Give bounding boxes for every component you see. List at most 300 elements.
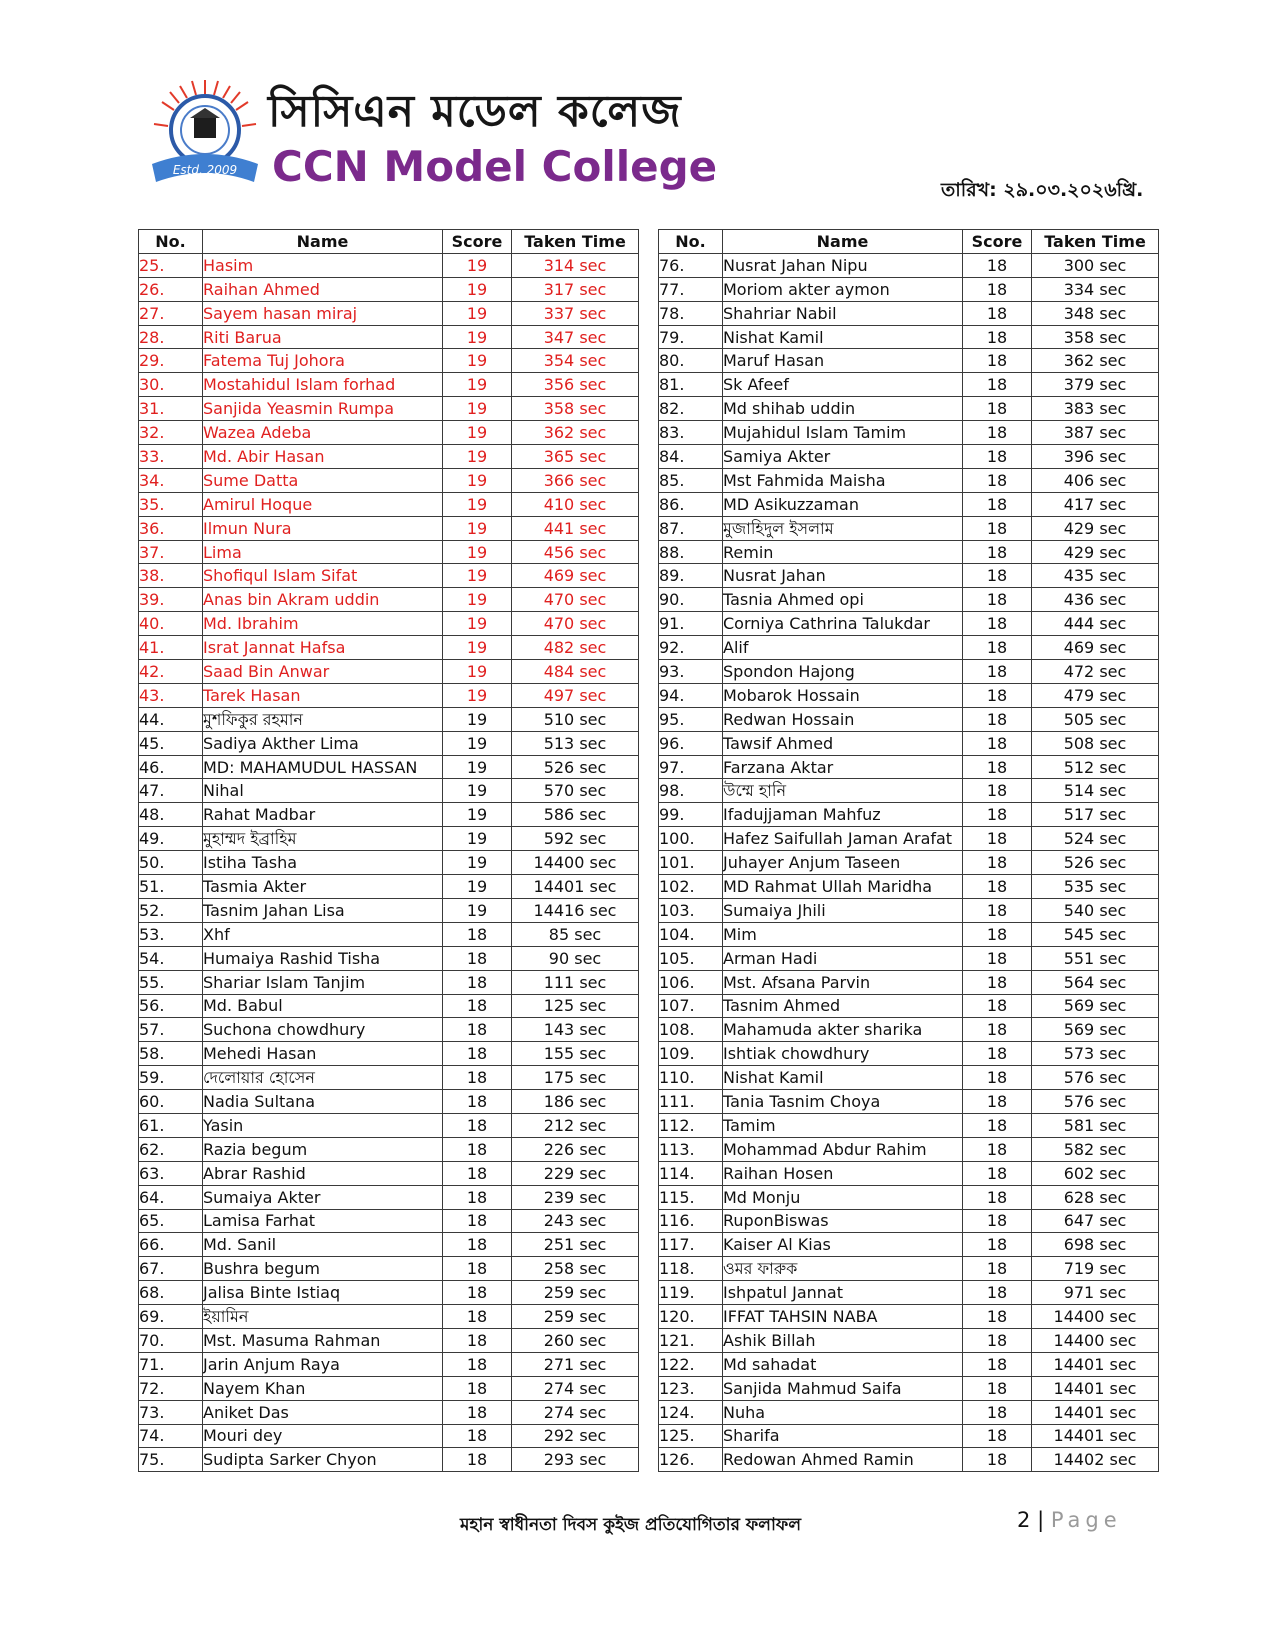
score-cell: 18 bbox=[963, 1448, 1032, 1472]
taken-time-cell: 229 sec bbox=[512, 1161, 639, 1185]
col-header-score: Score bbox=[963, 230, 1032, 254]
taken-time-cell: 586 sec bbox=[512, 803, 639, 827]
taken-time-cell: 251 sec bbox=[512, 1233, 639, 1257]
score-cell: 18 bbox=[963, 851, 1032, 875]
table-header-row bbox=[139, 230, 639, 254]
student-name-cell: Alif bbox=[723, 636, 963, 660]
table-row bbox=[139, 1066, 639, 1090]
taken-time-cell: 317 sec bbox=[512, 277, 639, 301]
score-cell: 18 bbox=[443, 1018, 512, 1042]
row-number-cell: 51. bbox=[139, 875, 203, 899]
student-name-cell: Abrar Rashid bbox=[203, 1161, 443, 1185]
student-name-cell: Maruf Hasan bbox=[723, 349, 963, 373]
table-row bbox=[659, 397, 1159, 421]
row-number-cell: 99. bbox=[659, 803, 723, 827]
table-row bbox=[139, 1328, 639, 1352]
score-cell: 18 bbox=[443, 994, 512, 1018]
col-header-name: Name bbox=[203, 230, 443, 254]
row-number-cell: 44. bbox=[139, 707, 203, 731]
score-cell: 19 bbox=[443, 636, 512, 660]
row-number-cell: 66. bbox=[139, 1233, 203, 1257]
taken-time-cell: 581 sec bbox=[1032, 1113, 1159, 1137]
score-cell: 18 bbox=[963, 1137, 1032, 1161]
row-number-cell: 53. bbox=[139, 922, 203, 946]
table-row bbox=[139, 731, 639, 755]
student-name-cell: Rahat Madbar bbox=[203, 803, 443, 827]
student-name-cell: উম্মে হানি bbox=[723, 779, 963, 803]
score-cell: 19 bbox=[443, 516, 512, 540]
taken-time-cell: 524 sec bbox=[1032, 827, 1159, 851]
table-row bbox=[139, 1113, 639, 1137]
student-name-cell: Arman Hadi bbox=[723, 946, 963, 970]
taken-time-cell: 259 sec bbox=[512, 1305, 639, 1329]
student-name-cell: Sume Datta bbox=[203, 468, 443, 492]
taken-time-cell: 259 sec bbox=[512, 1281, 639, 1305]
student-name-cell: Aniket Das bbox=[203, 1400, 443, 1424]
table-row bbox=[139, 683, 639, 707]
row-number-cell: 26. bbox=[139, 277, 203, 301]
seal-estd-text: Estd. 2009 bbox=[172, 163, 238, 177]
score-cell: 18 bbox=[963, 397, 1032, 421]
table-row bbox=[659, 636, 1159, 660]
student-name-cell: Farzana Aktar bbox=[723, 755, 963, 779]
score-cell: 18 bbox=[963, 253, 1032, 277]
student-name-cell: Tasmia Akter bbox=[203, 875, 443, 899]
student-name-cell: Ilmun Nura bbox=[203, 516, 443, 540]
taken-time-cell: 592 sec bbox=[512, 827, 639, 851]
taken-time-cell: 436 sec bbox=[1032, 588, 1159, 612]
table-row bbox=[139, 636, 639, 660]
student-name-cell: RuponBiswas bbox=[723, 1209, 963, 1233]
taken-time-cell: 698 sec bbox=[1032, 1233, 1159, 1257]
table-row bbox=[659, 1137, 1159, 1161]
table-row bbox=[139, 1257, 639, 1281]
taken-time-cell: 406 sec bbox=[1032, 468, 1159, 492]
student-name-cell: Xhf bbox=[203, 922, 443, 946]
row-number-cell: 101. bbox=[659, 851, 723, 875]
row-number-cell: 125. bbox=[659, 1424, 723, 1448]
table-row bbox=[139, 946, 639, 970]
taken-time-cell: 274 sec bbox=[512, 1376, 639, 1400]
row-number-cell: 78. bbox=[659, 301, 723, 325]
taken-time-cell: 85 sec bbox=[512, 922, 639, 946]
taken-time-cell: 469 sec bbox=[512, 564, 639, 588]
table-row bbox=[139, 994, 639, 1018]
score-cell: 19 bbox=[443, 898, 512, 922]
taken-time-cell: 125 sec bbox=[512, 994, 639, 1018]
row-number-cell: 112. bbox=[659, 1113, 723, 1137]
score-cell: 18 bbox=[963, 540, 1032, 564]
taken-time-cell: 354 sec bbox=[512, 349, 639, 373]
table-row bbox=[659, 277, 1159, 301]
score-cell: 18 bbox=[963, 1018, 1032, 1042]
score-cell: 18 bbox=[963, 1042, 1032, 1066]
row-number-cell: 67. bbox=[139, 1257, 203, 1281]
row-number-cell: 41. bbox=[139, 636, 203, 660]
score-cell: 19 bbox=[443, 492, 512, 516]
row-number-cell: 76. bbox=[659, 253, 723, 277]
taken-time-cell: 175 sec bbox=[512, 1066, 639, 1090]
score-cell: 18 bbox=[443, 1137, 512, 1161]
row-number-cell: 80. bbox=[659, 349, 723, 373]
score-cell: 18 bbox=[963, 1400, 1032, 1424]
table-row bbox=[659, 1305, 1159, 1329]
row-number-cell: 72. bbox=[139, 1376, 203, 1400]
taken-time-cell: 505 sec bbox=[1032, 707, 1159, 731]
row-number-cell: 118. bbox=[659, 1257, 723, 1281]
student-name-cell: Mouri dey bbox=[203, 1424, 443, 1448]
row-number-cell: 117. bbox=[659, 1233, 723, 1257]
student-name-cell: Tasnia Ahmed opi bbox=[723, 588, 963, 612]
table-row bbox=[139, 1209, 639, 1233]
row-number-cell: 126. bbox=[659, 1448, 723, 1472]
row-number-cell: 74. bbox=[139, 1424, 203, 1448]
student-name-cell: Jarin Anjum Raya bbox=[203, 1352, 443, 1376]
table-row bbox=[659, 516, 1159, 540]
score-cell: 18 bbox=[443, 1161, 512, 1185]
row-number-cell: 61. bbox=[139, 1113, 203, 1137]
student-name-cell: Tawsif Ahmed bbox=[723, 731, 963, 755]
taken-time-cell: 472 sec bbox=[1032, 660, 1159, 684]
student-name-cell: Md Monju bbox=[723, 1185, 963, 1209]
student-name-cell: Juhayer Anjum Taseen bbox=[723, 851, 963, 875]
table-row bbox=[139, 875, 639, 899]
taken-time-cell: 348 sec bbox=[1032, 301, 1159, 325]
taken-time-cell: 564 sec bbox=[1032, 970, 1159, 994]
row-number-cell: 98. bbox=[659, 779, 723, 803]
table-row bbox=[659, 421, 1159, 445]
table-row bbox=[139, 588, 639, 612]
row-number-cell: 96. bbox=[659, 731, 723, 755]
taken-time-cell: 358 sec bbox=[1032, 325, 1159, 349]
student-name-cell: Raihan Hosen bbox=[723, 1161, 963, 1185]
student-name-cell: Shariar Islam Tanjim bbox=[203, 970, 443, 994]
taken-time-cell: 14401 sec bbox=[1032, 1376, 1159, 1400]
row-number-cell: 45. bbox=[139, 731, 203, 755]
table-row bbox=[659, 660, 1159, 684]
table-row bbox=[659, 301, 1159, 325]
row-number-cell: 114. bbox=[659, 1161, 723, 1185]
taken-time-cell: 971 sec bbox=[1032, 1281, 1159, 1305]
student-name-cell: Sudipta Sarker Chyon bbox=[203, 1448, 443, 1472]
student-name-cell: Nishat Kamil bbox=[723, 1066, 963, 1090]
score-cell: 19 bbox=[443, 421, 512, 445]
table-row bbox=[659, 707, 1159, 731]
student-name-cell: IFFAT TAHSIN NABA bbox=[723, 1305, 963, 1329]
score-cell: 18 bbox=[443, 970, 512, 994]
table-row bbox=[659, 683, 1159, 707]
table-row bbox=[659, 468, 1159, 492]
result-date: তারিখ: ২৯.০৩.২০২৬খ্রি. bbox=[941, 179, 1144, 201]
results-table-right bbox=[658, 229, 1159, 1472]
student-name-cell: Ishtiak chowdhury bbox=[723, 1042, 963, 1066]
row-number-cell: 100. bbox=[659, 827, 723, 851]
student-name-cell: Sadiya Akther Lima bbox=[203, 731, 443, 755]
row-number-cell: 36. bbox=[139, 516, 203, 540]
student-name-cell: Nihal bbox=[203, 779, 443, 803]
table-row bbox=[139, 755, 639, 779]
taken-time-cell: 444 sec bbox=[1032, 612, 1159, 636]
student-name-cell: Raihan Ahmed bbox=[203, 277, 443, 301]
col-header-score: Score bbox=[443, 230, 512, 254]
score-cell: 19 bbox=[443, 325, 512, 349]
taken-time-cell: 243 sec bbox=[512, 1209, 639, 1233]
taken-time-cell: 470 sec bbox=[512, 588, 639, 612]
score-cell: 19 bbox=[443, 253, 512, 277]
table-row bbox=[659, 1161, 1159, 1185]
table-row bbox=[659, 445, 1159, 469]
taken-time-cell: 379 sec bbox=[1032, 373, 1159, 397]
table-row bbox=[659, 779, 1159, 803]
student-name-cell: Sk Afeef bbox=[723, 373, 963, 397]
student-name-cell: MD: MAHAMUDUL HASSAN bbox=[203, 755, 443, 779]
table-row bbox=[139, 707, 639, 731]
score-cell: 19 bbox=[443, 397, 512, 421]
taken-time-cell: 526 sec bbox=[1032, 851, 1159, 875]
row-number-cell: 115. bbox=[659, 1185, 723, 1209]
page-separator: | bbox=[1037, 1508, 1045, 1532]
score-cell: 18 bbox=[443, 1042, 512, 1066]
row-number-cell: 54. bbox=[139, 946, 203, 970]
score-cell: 18 bbox=[963, 468, 1032, 492]
taken-time-cell: 470 sec bbox=[512, 612, 639, 636]
taken-time-cell: 628 sec bbox=[1032, 1185, 1159, 1209]
table-row bbox=[659, 994, 1159, 1018]
row-number-cell: 83. bbox=[659, 421, 723, 445]
score-cell: 19 bbox=[443, 540, 512, 564]
student-name-cell: Mst. Afsana Parvin bbox=[723, 970, 963, 994]
row-number-cell: 42. bbox=[139, 660, 203, 684]
student-name-cell: মুশফিকুর রহমান bbox=[203, 707, 443, 731]
table-row bbox=[659, 970, 1159, 994]
table-row bbox=[659, 1448, 1159, 1472]
taken-time-cell: 576 sec bbox=[1032, 1066, 1159, 1090]
table-row bbox=[659, 588, 1159, 612]
score-cell: 18 bbox=[963, 445, 1032, 469]
row-number-cell: 30. bbox=[139, 373, 203, 397]
row-number-cell: 47. bbox=[139, 779, 203, 803]
student-name-cell: Yasin bbox=[203, 1113, 443, 1137]
student-name-cell: Ashik Billah bbox=[723, 1328, 963, 1352]
student-name-cell: Hafez Saifullah Jaman Arafat bbox=[723, 827, 963, 851]
taken-time-cell: 155 sec bbox=[512, 1042, 639, 1066]
table-row bbox=[139, 660, 639, 684]
score-cell: 18 bbox=[443, 946, 512, 970]
table-row bbox=[139, 1424, 639, 1448]
score-cell: 18 bbox=[963, 660, 1032, 684]
table-row bbox=[139, 1018, 639, 1042]
taken-time-cell: 429 sec bbox=[1032, 516, 1159, 540]
taken-time-cell: 186 sec bbox=[512, 1090, 639, 1114]
table-row bbox=[659, 373, 1159, 397]
student-name-cell: মুজাহিদুল ইসলাম bbox=[723, 516, 963, 540]
row-number-cell: 79. bbox=[659, 325, 723, 349]
row-number-cell: 46. bbox=[139, 755, 203, 779]
student-name-cell: Saad Bin Anwar bbox=[203, 660, 443, 684]
score-cell: 18 bbox=[963, 1090, 1032, 1114]
student-name-cell: Remin bbox=[723, 540, 963, 564]
row-number-cell: 60. bbox=[139, 1090, 203, 1114]
student-name-cell: Nusrat Jahan bbox=[723, 564, 963, 588]
score-cell: 18 bbox=[963, 1257, 1032, 1281]
table-row bbox=[659, 564, 1159, 588]
taken-time-cell: 14400 sec bbox=[512, 851, 639, 875]
table-row bbox=[139, 898, 639, 922]
row-number-cell: 50. bbox=[139, 851, 203, 875]
row-number-cell: 52. bbox=[139, 898, 203, 922]
score-cell: 19 bbox=[443, 683, 512, 707]
student-name-cell: Mim bbox=[723, 922, 963, 946]
taken-time-cell: 14400 sec bbox=[1032, 1305, 1159, 1329]
student-name-cell: Nadia Sultana bbox=[203, 1090, 443, 1114]
table-row bbox=[139, 827, 639, 851]
taken-time-cell: 260 sec bbox=[512, 1328, 639, 1352]
student-name-cell: Lamisa Farhat bbox=[203, 1209, 443, 1233]
college-seal-icon bbox=[150, 78, 260, 188]
table-row bbox=[139, 516, 639, 540]
table-row bbox=[659, 1066, 1159, 1090]
table-row bbox=[139, 468, 639, 492]
student-name-cell: Tania Tasnim Choya bbox=[723, 1090, 963, 1114]
student-name-cell: Md sahadat bbox=[723, 1352, 963, 1376]
student-name-cell: MD Rahmat Ullah Maridha bbox=[723, 875, 963, 899]
taken-time-cell: 570 sec bbox=[512, 779, 639, 803]
score-cell: 18 bbox=[443, 922, 512, 946]
table-row bbox=[659, 1424, 1159, 1448]
taken-time-cell: 14401 sec bbox=[1032, 1424, 1159, 1448]
table-row bbox=[659, 1185, 1159, 1209]
taken-time-cell: 526 sec bbox=[512, 755, 639, 779]
table-row bbox=[139, 1042, 639, 1066]
score-cell: 18 bbox=[963, 803, 1032, 827]
taken-time-cell: 551 sec bbox=[1032, 946, 1159, 970]
table-row bbox=[139, 1137, 639, 1161]
student-name-cell: Shofiqul Islam Sifat bbox=[203, 564, 443, 588]
taken-time-cell: 387 sec bbox=[1032, 421, 1159, 445]
student-name-cell: Sumaiya Akter bbox=[203, 1185, 443, 1209]
table-row bbox=[139, 397, 639, 421]
student-name-cell: Mostahidul Islam forhad bbox=[203, 373, 443, 397]
row-number-cell: 71. bbox=[139, 1352, 203, 1376]
score-cell: 18 bbox=[963, 1376, 1032, 1400]
row-number-cell: 75. bbox=[139, 1448, 203, 1472]
student-name-cell: Amirul Hoque bbox=[203, 492, 443, 516]
taken-time-cell: 212 sec bbox=[512, 1113, 639, 1137]
taken-time-cell: 482 sec bbox=[512, 636, 639, 660]
taken-time-cell: 143 sec bbox=[512, 1018, 639, 1042]
taken-time-cell: 347 sec bbox=[512, 325, 639, 349]
table-row bbox=[139, 540, 639, 564]
taken-time-cell: 14402 sec bbox=[1032, 1448, 1159, 1472]
score-cell: 18 bbox=[963, 564, 1032, 588]
row-number-cell: 104. bbox=[659, 922, 723, 946]
row-number-cell: 111. bbox=[659, 1090, 723, 1114]
table-row bbox=[139, 1448, 639, 1472]
taken-time-cell: 365 sec bbox=[512, 445, 639, 469]
row-number-cell: 84. bbox=[659, 445, 723, 469]
taken-time-cell: 545 sec bbox=[1032, 922, 1159, 946]
table-row bbox=[659, 1400, 1159, 1424]
score-cell: 19 bbox=[443, 612, 512, 636]
row-number-cell: 92. bbox=[659, 636, 723, 660]
student-name-cell: Shahriar Nabil bbox=[723, 301, 963, 325]
score-cell: 19 bbox=[443, 875, 512, 899]
row-number-cell: 107. bbox=[659, 994, 723, 1018]
table-row bbox=[139, 803, 639, 827]
row-number-cell: 85. bbox=[659, 468, 723, 492]
row-number-cell: 57. bbox=[139, 1018, 203, 1042]
college-name-bangla: সিসিএন মডেল কলেজ bbox=[268, 86, 682, 137]
table-row bbox=[139, 325, 639, 349]
score-cell: 18 bbox=[443, 1066, 512, 1090]
table-row bbox=[659, 325, 1159, 349]
student-name-cell: Tasnim Jahan Lisa bbox=[203, 898, 443, 922]
student-name-cell: Wazea Adeba bbox=[203, 421, 443, 445]
col-header-time: Taken Time bbox=[512, 230, 639, 254]
table-row bbox=[659, 492, 1159, 516]
taken-time-cell: 469 sec bbox=[1032, 636, 1159, 660]
table-row bbox=[659, 755, 1159, 779]
taken-time-cell: 569 sec bbox=[1032, 1018, 1159, 1042]
taken-time-cell: 366 sec bbox=[512, 468, 639, 492]
score-cell: 19 bbox=[443, 755, 512, 779]
row-number-cell: 116. bbox=[659, 1209, 723, 1233]
score-cell: 18 bbox=[963, 731, 1032, 755]
table-row bbox=[659, 1018, 1159, 1042]
taken-time-cell: 14416 sec bbox=[512, 898, 639, 922]
row-number-cell: 91. bbox=[659, 612, 723, 636]
table-row bbox=[139, 1233, 639, 1257]
score-cell: 18 bbox=[443, 1257, 512, 1281]
table-row bbox=[659, 1209, 1159, 1233]
score-cell: 18 bbox=[963, 1281, 1032, 1305]
row-number-cell: 55. bbox=[139, 970, 203, 994]
score-cell: 19 bbox=[443, 588, 512, 612]
table-row bbox=[659, 946, 1159, 970]
score-cell: 19 bbox=[443, 707, 512, 731]
student-name-cell: Md. Ibrahim bbox=[203, 612, 443, 636]
row-number-cell: 105. bbox=[659, 946, 723, 970]
student-name-cell: Mahamuda akter sharika bbox=[723, 1018, 963, 1042]
row-number-cell: 110. bbox=[659, 1066, 723, 1090]
table-row bbox=[139, 1185, 639, 1209]
taken-time-cell: 271 sec bbox=[512, 1352, 639, 1376]
col-header-no: No. bbox=[659, 230, 723, 254]
student-name-cell: Suchona chowdhury bbox=[203, 1018, 443, 1042]
table-row bbox=[659, 1233, 1159, 1257]
taken-time-cell: 497 sec bbox=[512, 683, 639, 707]
score-cell: 18 bbox=[963, 1424, 1032, 1448]
taken-time-cell: 719 sec bbox=[1032, 1257, 1159, 1281]
student-name-cell: Tarek Hasan bbox=[203, 683, 443, 707]
row-number-cell: 62. bbox=[139, 1137, 203, 1161]
row-number-cell: 58. bbox=[139, 1042, 203, 1066]
taken-time-cell: 314 sec bbox=[512, 253, 639, 277]
table-row bbox=[139, 492, 639, 516]
student-name-cell: Sanjida Mahmud Saifa bbox=[723, 1376, 963, 1400]
score-cell: 19 bbox=[443, 564, 512, 588]
table-row bbox=[659, 827, 1159, 851]
taken-time-cell: 239 sec bbox=[512, 1185, 639, 1209]
taken-time-cell: 513 sec bbox=[512, 731, 639, 755]
taken-time-cell: 417 sec bbox=[1032, 492, 1159, 516]
student-name-cell: Humaiya Rashid Tisha bbox=[203, 946, 443, 970]
score-cell: 18 bbox=[963, 1209, 1032, 1233]
student-name-cell: Hasim bbox=[203, 253, 443, 277]
score-cell: 18 bbox=[963, 1185, 1032, 1209]
col-header-no: No. bbox=[139, 230, 203, 254]
taken-time-cell: 258 sec bbox=[512, 1257, 639, 1281]
